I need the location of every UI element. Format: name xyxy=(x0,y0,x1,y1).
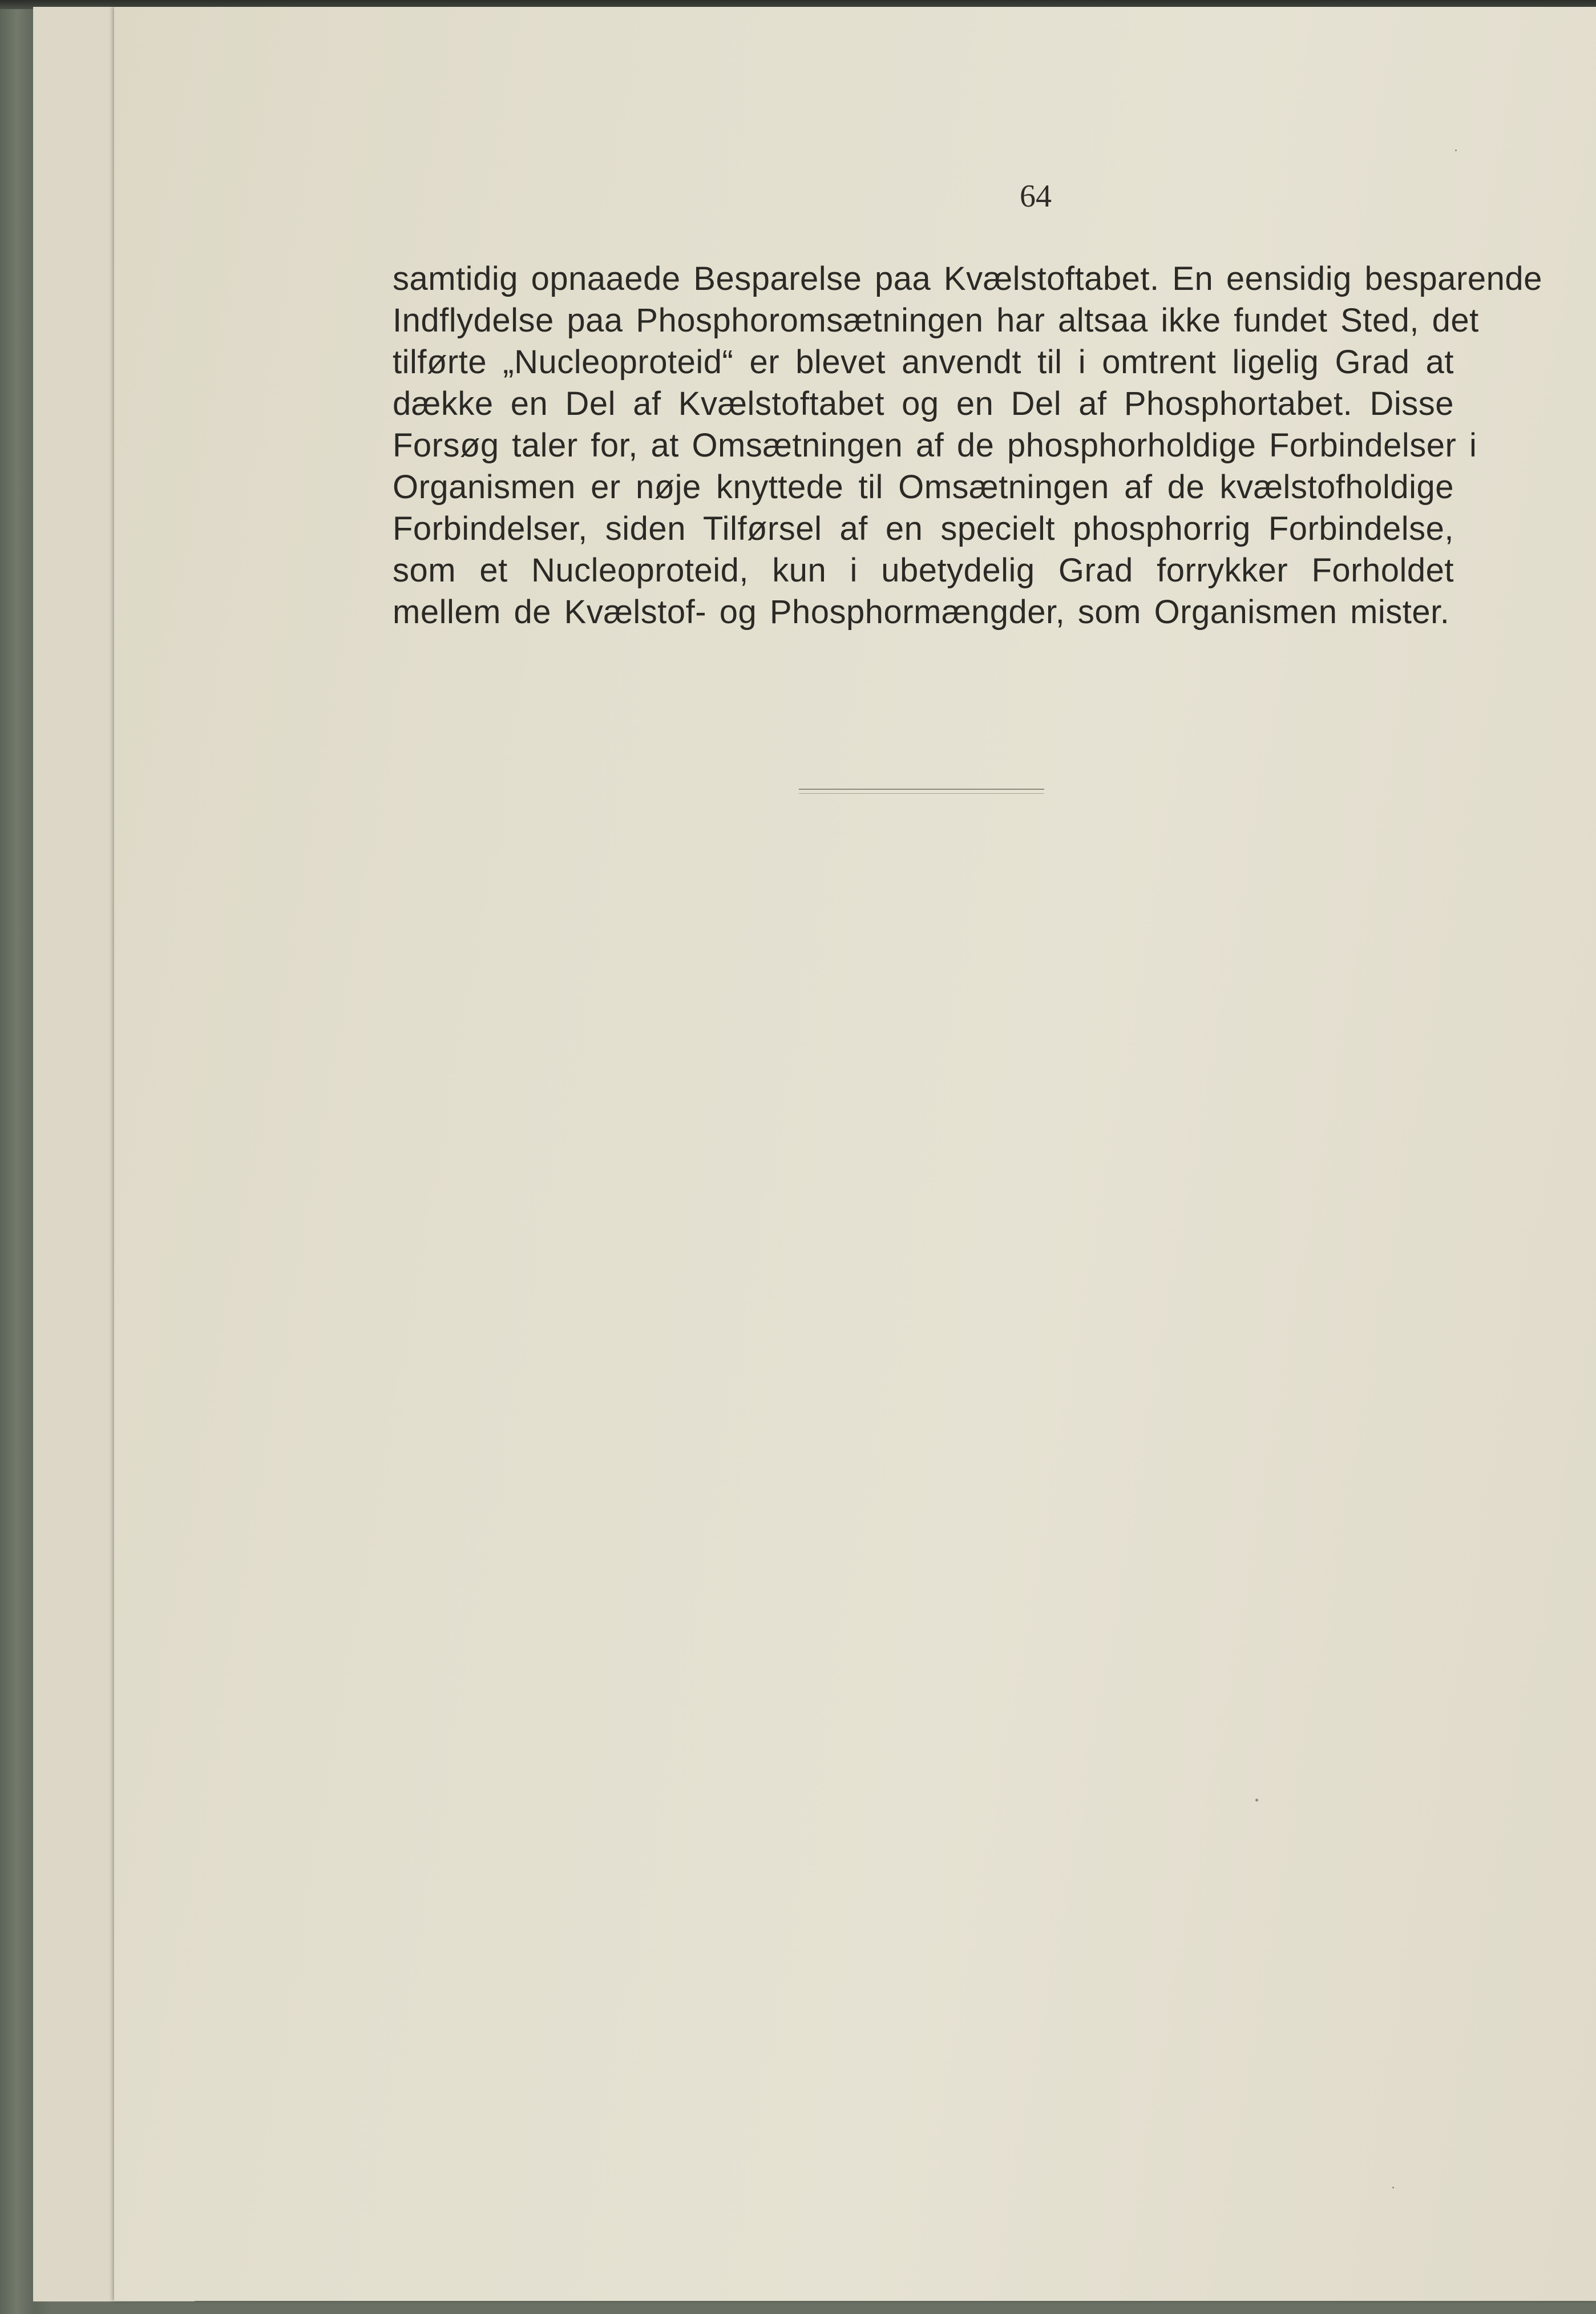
paragraph-line: Forbindelser, siden Tilførsel af en specielt phosphorrig Forbindelse, xyxy=(393,510,1454,547)
paragraph-line: som et Nucleoproteid, kun i ubetydelig Grad forrykker Forholdet xyxy=(393,552,1454,589)
paragraph-line: dække en Del af Kvælstoftabet og en Del af Phosphortabet. Disse xyxy=(393,385,1454,422)
paper-speck xyxy=(1455,150,1457,151)
paragraph-line: Forsøg taler for, at Omsætningen af de phosphorholdige Forbindelser i xyxy=(393,427,1477,464)
paragraph-line: mellem de Kvælstof- og Phosphormængder, som Organismen mister. xyxy=(393,593,1450,631)
paragraph-line: samtidig opnaaede Besparelse paa Kvælstoftabet. En eensidig besparende xyxy=(393,260,1542,297)
paper-speck xyxy=(1392,2187,1394,2188)
page-number: 64 xyxy=(1020,179,1052,214)
paragraph-line: Indflydelse paa Phosphoromsætningen har altsaa ikke fundet Sted, det xyxy=(393,302,1479,339)
paragraph-line: tilførte „Nucleoproteid“ er blevet anvendt til i omtrent ligelig Grad at xyxy=(393,344,1454,381)
paragraph-line: Organismen er nøje knyttede til Omsætningen af de kvælstofholdige xyxy=(393,469,1454,506)
body-paragraph xyxy=(393,258,1542,633)
paper-speck xyxy=(1255,1799,1258,1802)
section-separator-rule xyxy=(799,789,1044,794)
page-sheet xyxy=(114,7,1596,2301)
